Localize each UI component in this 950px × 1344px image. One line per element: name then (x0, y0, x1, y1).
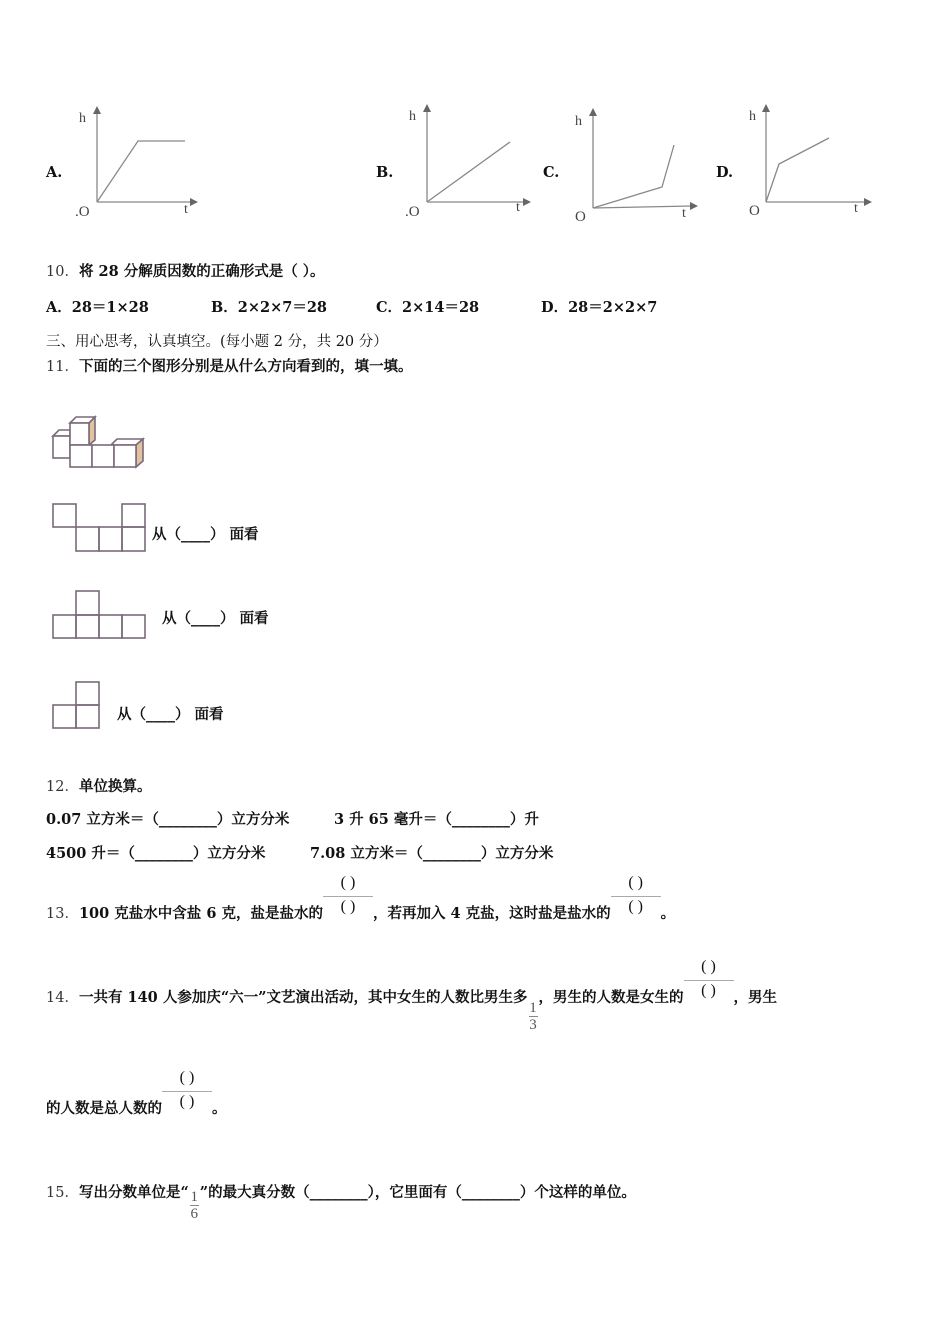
denominator-blank[interactable]: ( ) (340, 898, 356, 915)
question-text: ，若再加入 4 克盐，这时盐是盐水的 (372, 905, 611, 922)
denominator: 6 (190, 1206, 199, 1222)
question-text: 写出分数单位是“ (78, 1184, 189, 1201)
question-14 (46, 958, 777, 1033)
option-a-label: A. (46, 164, 63, 181)
x-axis-label: t (516, 200, 520, 215)
denominator: 3 (529, 1017, 537, 1033)
question-number: 10． (46, 264, 79, 280)
origin-label: .O (75, 204, 90, 220)
q10-option-a: A．28＝1×28 (46, 299, 149, 316)
fraction-blank-1[interactable] (684, 958, 734, 1006)
section-3-title: 三、用心思考，认真填空。(每小题 2 分，共 20 分） (46, 334, 388, 350)
fraction-bar (684, 980, 734, 981)
graph-a-line (97, 141, 185, 202)
question-number: 15． (46, 1185, 79, 1201)
fraction-one-third (529, 1000, 538, 1033)
origin-label: O (575, 209, 586, 225)
view-1-answer: 从（____） 面看 (152, 526, 259, 543)
cube-stack-figure (50, 412, 155, 472)
view-2-figure (52, 590, 150, 640)
fraction-blank-2[interactable] (162, 1069, 212, 1117)
numerator-blank[interactable]: ( ) (701, 958, 716, 975)
question-text: 一共有 140 人参加庆“六一”文艺演出活动，其中女生的人数比男生多 (78, 989, 528, 1006)
y-axis-label: h (749, 109, 756, 124)
origin-label: .O (405, 204, 420, 220)
question-number: 11． (46, 359, 79, 375)
question-number: 13． (46, 906, 79, 922)
question-number: 12． (46, 779, 79, 795)
origin-label: O (749, 203, 760, 219)
y-axis-label: h (409, 109, 416, 124)
question-text: ，男生 (733, 989, 777, 1006)
fraction-bar (611, 896, 661, 897)
conversion-2: 3 升 65 毫升＝（________）升 (334, 811, 539, 828)
question-15 (46, 1181, 636, 1222)
fraction-one-sixth (190, 1189, 199, 1222)
graph-a (70, 100, 210, 225)
fraction-blank-1[interactable] (323, 874, 373, 922)
numerator: 1 (190, 1189, 199, 1205)
denominator-blank[interactable]: ( ) (628, 898, 643, 915)
view-2-answer: 从（____） 面看 (162, 610, 269, 627)
question-14-continued (46, 1069, 227, 1118)
question-12 (46, 775, 151, 796)
view-3-answer: 从（____） 面看 (117, 706, 224, 723)
question-number: 14． (46, 990, 79, 1006)
question-text: ”的最大真分数（________），它里面有（________）个这样的单位。 (199, 1184, 636, 1201)
view-1-figure (52, 503, 150, 553)
question-text: 将 28 分解质因数的正确形式是（ ）。 (78, 263, 325, 280)
q10-option-b: B．2×2×7＝28 (211, 299, 327, 316)
question-text: 单位换算。 (78, 778, 152, 795)
question-13 (46, 874, 676, 923)
question-text: 。 (660, 905, 676, 922)
q10-option-c: C．2×14＝28 (376, 299, 480, 316)
denominator-blank[interactable]: ( ) (701, 982, 716, 999)
fraction-bar (323, 896, 373, 897)
option-b-label: B. (376, 164, 394, 181)
view-3-figure (52, 681, 104, 731)
numerator: 1 (529, 1000, 537, 1016)
numerator-blank[interactable]: ( ) (628, 874, 643, 891)
graph-d (740, 98, 880, 223)
fraction-bar (162, 1091, 212, 1092)
x-axis-label: t (184, 202, 188, 217)
question-11 (46, 355, 412, 376)
conversion-1: 0.07 立方米＝（________）立方分米 (46, 811, 290, 828)
question-10 (46, 260, 325, 281)
x-axis-label: t (682, 206, 686, 221)
numerator-blank[interactable]: ( ) (340, 874, 356, 891)
option-d-label: D. (716, 164, 734, 181)
option-c-label: C. (543, 164, 560, 181)
question-text: 100 克盐水中含盐 6 克，盐是盐水的 (78, 905, 323, 922)
y-axis-label: h (79, 111, 86, 126)
question-text: 。 (212, 1100, 227, 1117)
q10-option-d: D．28＝2×2×7 (541, 299, 658, 316)
question-text: 的人数是总人数的 (46, 1100, 162, 1117)
y-axis-label: h (575, 114, 582, 129)
question-text: ，男生的人数是女生的 (538, 989, 684, 1006)
conversion-4: 7.08 立方米＝（________）立方分米 (310, 845, 554, 862)
x-axis-label: t (854, 201, 858, 216)
conversion-3: 4500 升＝（________）立方分米 (46, 845, 266, 862)
question-text: 下面的三个图形分别是从什么方向看到的，填一填。 (78, 358, 413, 375)
denominator-blank[interactable]: ( ) (179, 1093, 195, 1110)
graph-c (566, 100, 706, 225)
numerator-blank[interactable]: ( ) (179, 1069, 195, 1086)
graph-b (400, 98, 540, 223)
fraction-blank-2[interactable] (611, 874, 661, 922)
